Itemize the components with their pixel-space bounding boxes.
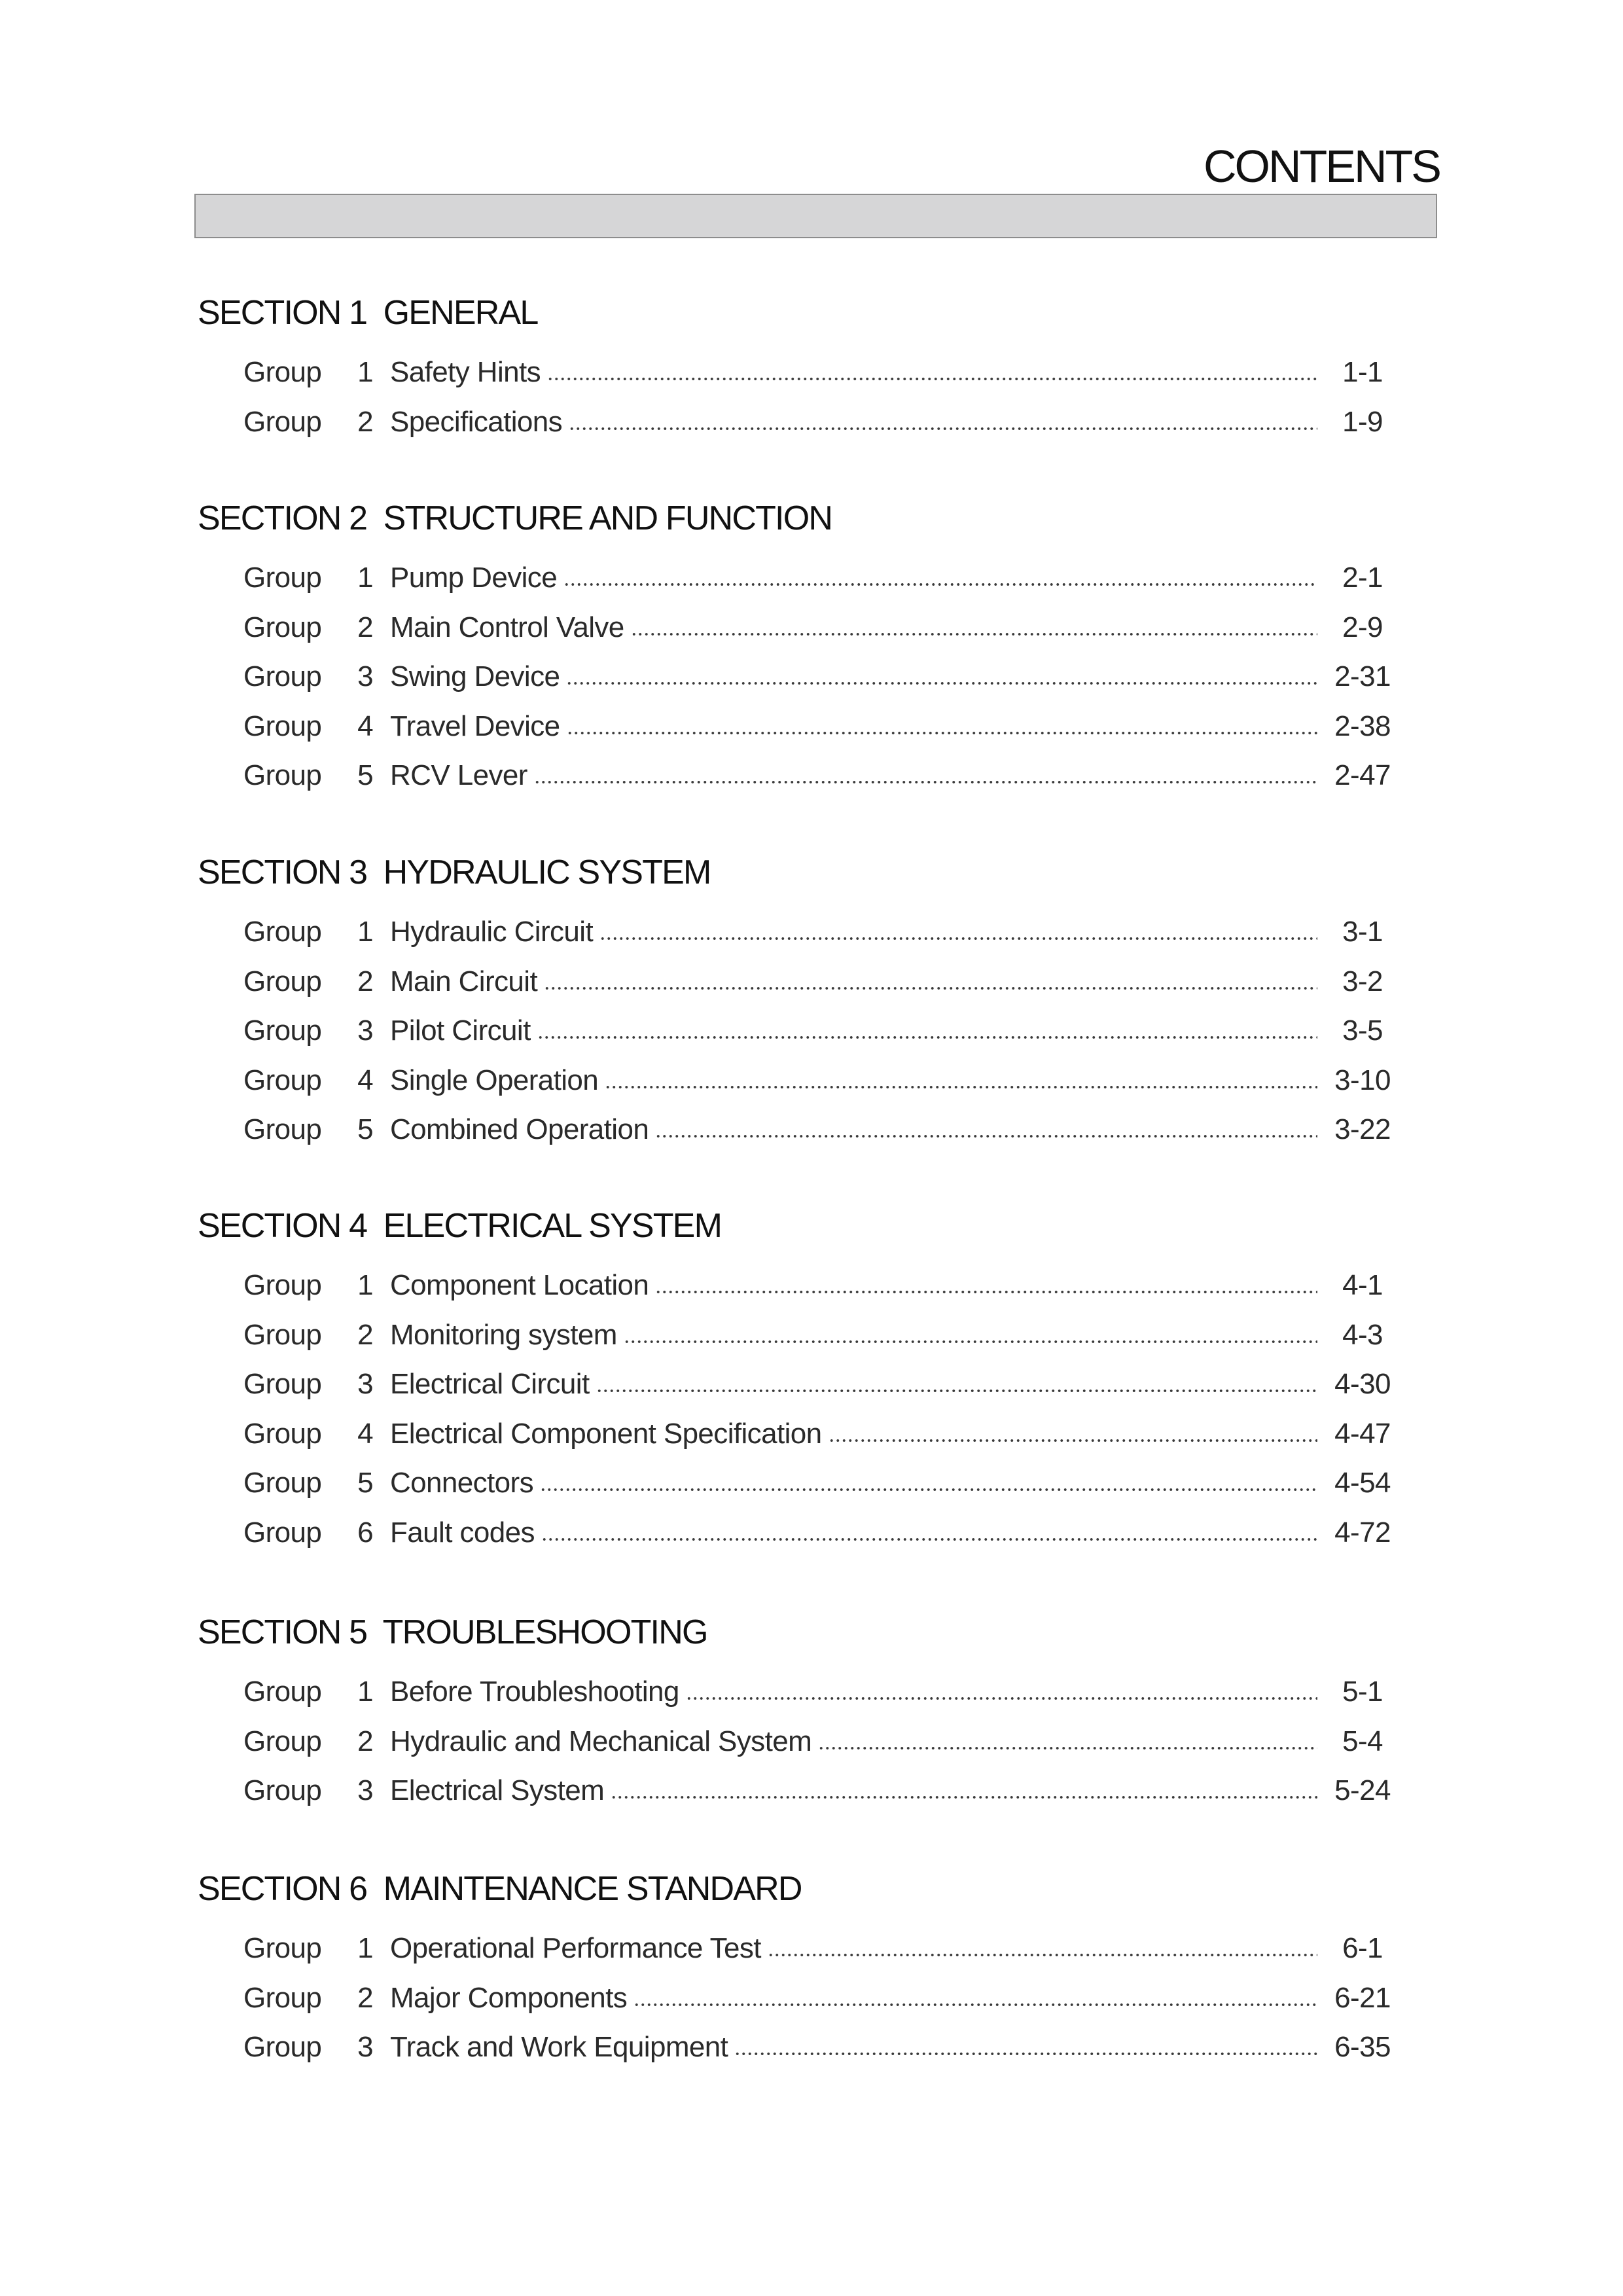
dot-leader [596, 1388, 1317, 1393]
page-number: 3-5 [1342, 1014, 1383, 1047]
group-label: Group [243, 1774, 322, 1806]
page-number: 3-2 [1342, 965, 1383, 997]
page-number: 1-1 [1342, 356, 1383, 388]
group-number: 2 [357, 965, 373, 997]
dot-leader [566, 681, 1317, 686]
dot-leader [544, 986, 1317, 991]
group-title: Electrical Circuit [390, 1368, 590, 1400]
page-number: 3-10 [1334, 1064, 1391, 1096]
group-label: Group [243, 356, 322, 388]
group-title: Specifications [390, 405, 563, 438]
group-title: Pump Device [390, 562, 558, 594]
group-label: Group [243, 1932, 322, 1964]
page-number: 4-47 [1334, 1417, 1391, 1450]
group-title: Single Operation [390, 1064, 599, 1096]
group-number: 2 [357, 405, 373, 438]
group-title: Electrical System [390, 1774, 605, 1806]
group-number: 4 [357, 1417, 373, 1450]
group-label: Group [243, 1467, 322, 1499]
dot-leader [541, 1537, 1317, 1542]
section-heading: SECTION 4 ELECTRICAL SYSTEM [198, 1207, 722, 1245]
group-title: Combined Operation [390, 1113, 649, 1145]
group-label: Group [243, 611, 322, 643]
toc-entry[interactable] [243, 660, 1399, 700]
section-heading: SECTION 5 TROUBLESHOOTING [198, 1613, 707, 1651]
group-number: 1 [357, 916, 373, 948]
group-number: 1 [357, 562, 373, 594]
group-label: Group [243, 1113, 322, 1145]
group-number: 2 [357, 1981, 373, 2014]
group-title: Electrical Component Specification [390, 1417, 822, 1450]
dot-leader [734, 2051, 1317, 2056]
group-number: 1 [357, 1932, 373, 1964]
toc-entry[interactable] [243, 1319, 1399, 1358]
group-label: Group [243, 562, 322, 594]
group-title: Main Circuit [390, 965, 538, 997]
toc-entry[interactable] [243, 1064, 1399, 1103]
toc-entry[interactable] [243, 611, 1399, 651]
group-title: Swing Device [390, 660, 560, 692]
page-number: 1-9 [1342, 405, 1383, 438]
page-number: 6-21 [1334, 1981, 1391, 2014]
toc-entry[interactable] [243, 1418, 1399, 1457]
group-number: 3 [357, 660, 373, 692]
dot-leader [537, 1035, 1317, 1040]
dot-leader [655, 1289, 1317, 1295]
group-label: Group [243, 1981, 322, 2014]
toc-entry[interactable] [243, 1676, 1399, 1715]
toc-entry[interactable] [243, 1932, 1399, 1971]
toc-entry[interactable] [243, 965, 1399, 1005]
dot-leader [599, 936, 1317, 941]
group-label: Group [243, 405, 322, 438]
group-label: Group [243, 1516, 322, 1549]
group-label: Group [243, 1318, 322, 1351]
toc-entry[interactable] [243, 1467, 1399, 1506]
group-number: 5 [357, 759, 373, 791]
group-number: 3 [357, 1014, 373, 1047]
toc-entry[interactable] [243, 710, 1399, 749]
group-number: 3 [357, 2031, 373, 2063]
page-number: 6-1 [1342, 1932, 1383, 1964]
dot-leader [633, 2002, 1317, 2007]
toc-entry[interactable] [243, 1368, 1399, 1407]
group-title: Hydraulic Circuit [390, 916, 594, 948]
section-heading: SECTION 3 HYDRAULIC SYSTEM [198, 853, 711, 891]
page-number: 2-31 [1334, 660, 1391, 692]
section-heading: SECTION 6 MAINTENANCE STANDARD [198, 1870, 802, 1908]
group-label: Group [243, 2031, 322, 2063]
toc-entry[interactable] [243, 1982, 1399, 2021]
page-number: 6-35 [1334, 2031, 1391, 2063]
dot-leader [605, 1085, 1317, 1090]
group-label: Group [243, 1417, 322, 1450]
group-title: Before Troubleshooting [390, 1676, 679, 1708]
group-label: Group [243, 1368, 322, 1400]
page-number: 4-3 [1342, 1318, 1383, 1351]
dot-leader [624, 1339, 1317, 1344]
dot-leader [569, 426, 1317, 431]
group-title: Major Components [390, 1981, 628, 2014]
page-number: 2-1 [1342, 562, 1383, 594]
group-label: Group [243, 1014, 322, 1047]
page-number: 4-54 [1334, 1467, 1391, 1499]
group-number: 4 [357, 709, 373, 742]
dot-leader [567, 730, 1317, 736]
toc-entry[interactable] [243, 562, 1399, 601]
dot-leader [563, 582, 1317, 587]
group-label: Group [243, 916, 322, 948]
group-title: Operational Performance Test [390, 1932, 761, 1964]
page-number: 2-47 [1334, 759, 1391, 791]
group-number: 1 [357, 1269, 373, 1301]
toc-entry[interactable] [243, 916, 1399, 955]
group-title: Fault codes [390, 1516, 535, 1549]
group-label: Group [243, 1676, 322, 1708]
page-number: 3-1 [1342, 916, 1383, 948]
toc-entry[interactable] [243, 1725, 1399, 1765]
group-number: 1 [357, 356, 373, 388]
group-title: Pilot Circuit [390, 1014, 531, 1047]
group-title: RCV Lever [390, 759, 527, 791]
dot-leader [768, 1952, 1317, 1958]
dot-leader [686, 1696, 1317, 1701]
group-title: Connectors [390, 1467, 534, 1499]
page-number: 4-1 [1342, 1269, 1383, 1301]
toc-entry[interactable] [243, 1774, 1399, 1814]
group-number: 2 [357, 611, 373, 643]
page-number: 4-30 [1334, 1368, 1391, 1400]
group-label: Group [243, 1269, 322, 1301]
group-number: 2 [357, 1318, 373, 1351]
group-number: 5 [357, 1113, 373, 1145]
dot-leader [611, 1795, 1317, 1800]
group-label: Group [243, 660, 322, 692]
toc-entry[interactable] [243, 406, 1399, 445]
group-title: Travel Device [390, 709, 560, 742]
group-title: Component Location [390, 1269, 649, 1301]
dot-leader [540, 1487, 1317, 1492]
group-number: 6 [357, 1516, 373, 1549]
group-label: Group [243, 709, 322, 742]
dot-leader [547, 376, 1317, 382]
group-number: 4 [357, 1064, 373, 1096]
page-number: 5-24 [1334, 1774, 1391, 1806]
group-title: Track and Work Equipment [390, 2031, 728, 2063]
group-label: Group [243, 1064, 322, 1096]
page-number: 3-22 [1334, 1113, 1391, 1145]
group-title: Safety Hints [390, 356, 541, 388]
toc-entry[interactable] [243, 2031, 1399, 2070]
group-number: 5 [357, 1467, 373, 1499]
group-number: 2 [357, 1725, 373, 1757]
toc-entry[interactable] [243, 1269, 1399, 1308]
group-title: Monitoring system [390, 1318, 617, 1351]
group-label: Group [243, 965, 322, 997]
group-label: Group [243, 1725, 322, 1757]
toc-entry[interactable] [243, 1516, 1399, 1556]
dot-leader [818, 1746, 1317, 1751]
page-number: 2-38 [1334, 709, 1391, 742]
toc-entry[interactable] [243, 1014, 1399, 1054]
section-heading: SECTION 2 STRUCTURE AND FUNCTION [198, 499, 832, 537]
group-number: 1 [357, 1676, 373, 1708]
page-number: 4-72 [1334, 1516, 1391, 1549]
toc-entry[interactable] [243, 759, 1399, 798]
group-title: Main Control Valve [390, 611, 624, 643]
group-number: 3 [357, 1368, 373, 1400]
toc-entry[interactable] [243, 356, 1399, 395]
section-heading: SECTION 1 GENERAL [198, 294, 538, 332]
toc-entry[interactable] [243, 1113, 1399, 1153]
page-title: CONTENTS [1204, 141, 1440, 192]
group-number: 3 [357, 1774, 373, 1806]
page-number: 5-1 [1342, 1676, 1383, 1708]
dot-leader [655, 1134, 1317, 1139]
dot-leader [631, 632, 1317, 637]
group-title: Hydraulic and Mechanical System [390, 1725, 812, 1757]
page-number: 2-9 [1342, 611, 1383, 643]
group-label: Group [243, 759, 322, 791]
page-number: 5-4 [1342, 1725, 1383, 1757]
dot-leader [829, 1438, 1318, 1443]
dot-leader [534, 780, 1317, 785]
